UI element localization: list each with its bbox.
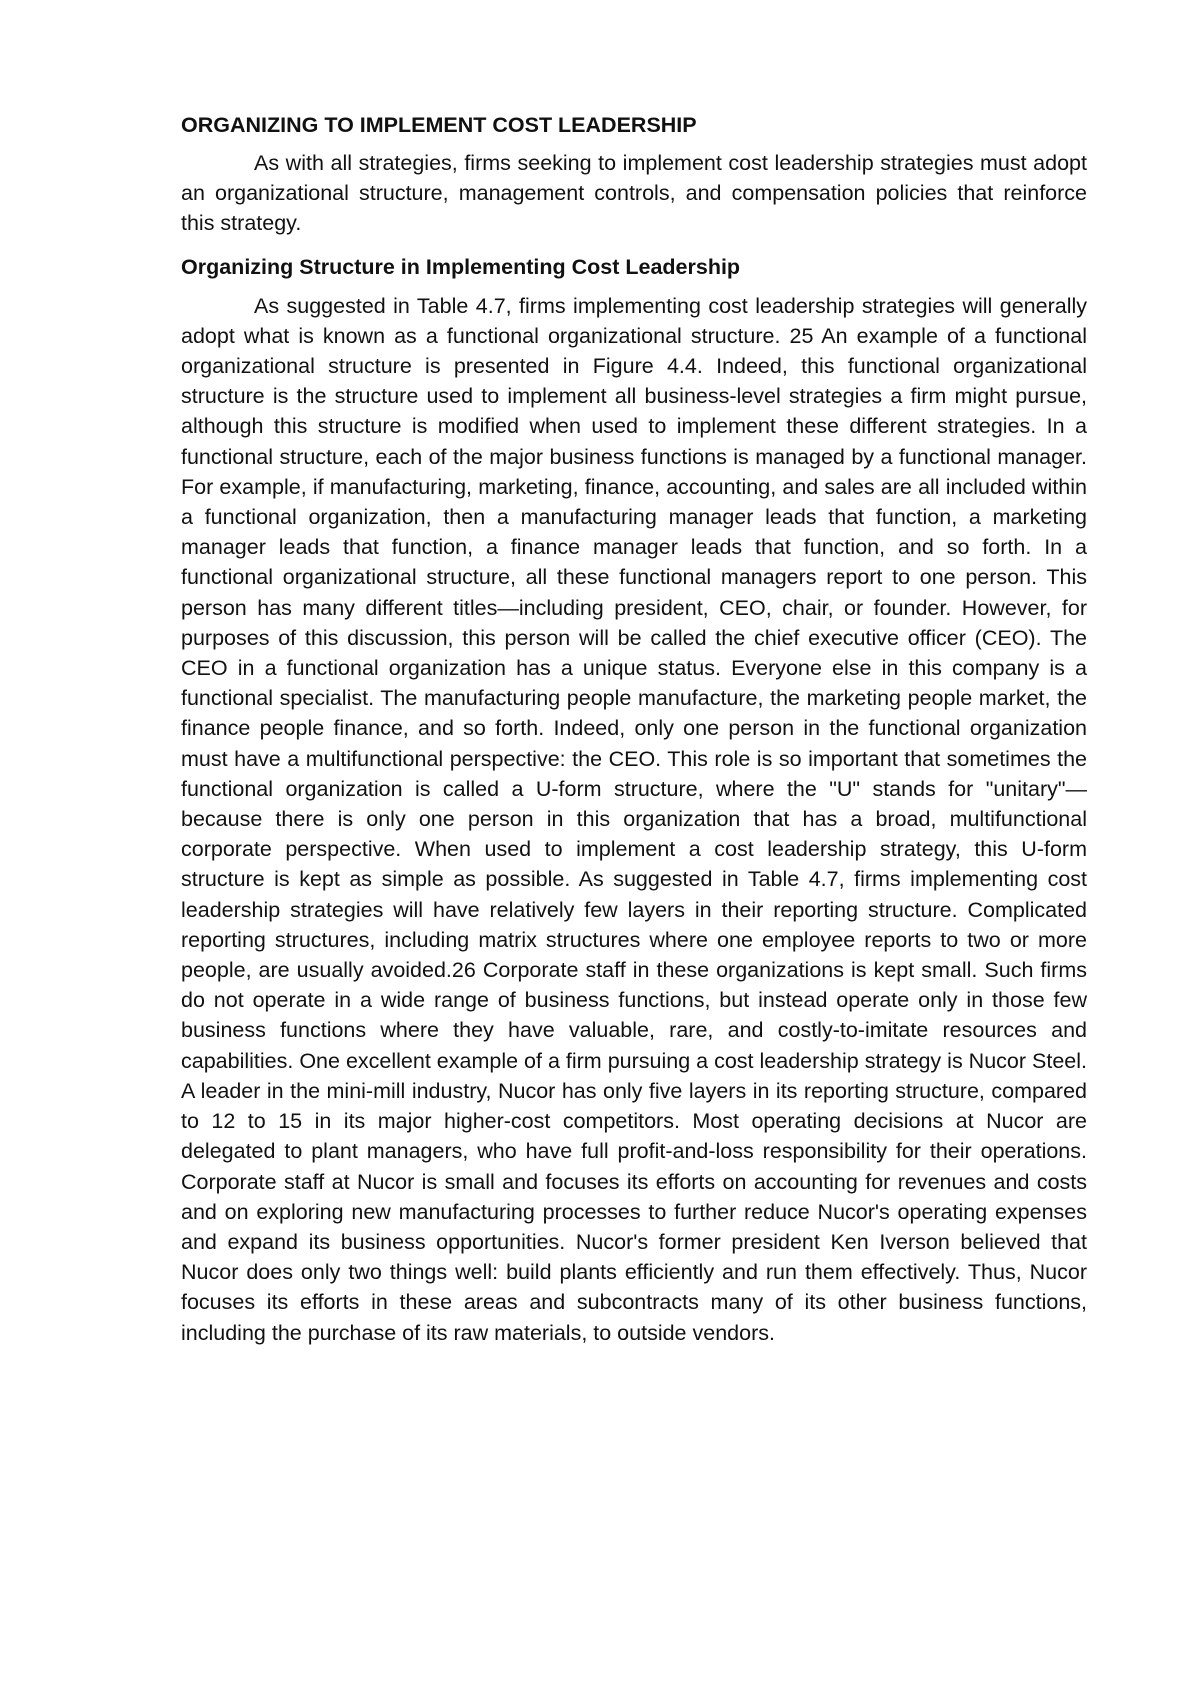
document-page [181,110,1087,1361]
body-paragraph: As suggested in Table 4.7, firms implementing cost leadership strategies will generally adopt what is known as a functional organizational structure. 25 An example of a functional organizational structure is presented in Figure 4.4. Indeed, this functional organizational structure is the structure used to implement all business-level strategies a firm might pursue, although this structure is modified when used to implement these different strategies. In a functional structure, each of the major business functions is managed by a functional manager. For example, if manufacturing, marketing, finance, accounting, and sales are all included within a functional organization, then a manufacturing manager leads that function, a marketing manager leads that function, a finance manager leads that function, and so forth. In a functional organizational structure, all these functional managers report to one person. This person has many different titles—including president, CEO, chair, or founder. However, for purposes of this discussion, this person will be called the chief executive officer (CEO). The CEO in a functional organization has a unique status. Everyone else in this company is a functional specialist. The manufacturing people manufacture, the marketing people market, the finance people finance, and so forth. Indeed, only one person in the functional organization must have a multifunctional perspective: the CEO. This role is so important that sometimes the functional organization is called a U-form structure, where the "U" stands for "unitary"—because there is only one person in this organization that has a broad, multifunctional corporate perspective. When used to implement a cost leadership strategy, this U-form structure is kept as simple as possible. As suggested in Table 4.7, firms implementing cost leadership strategies will have relatively few layers in their reporting structure. Complicated reporting structures, including matrix structures where one employee reports to two or more people, are usually avoided.26 Corporate staff in these organizations is kept small. Such firms do not operate in a wide range of business functions, but instead operate only in those few business functions where they have valuable, rare, and costly-to-imitate resources and capabilities. One excellent example of a firm pursuing a cost leadership strategy is Nucor Steel. A leader in the mini-mill industry, Nucor has only five layers in its reporting structure, compared to 12 to 15 in its major higher-cost competitors. Most operating decisions at Nucor are delegated to plant managers, who have full profit-and-loss responsibility for their operations. Corporate staff at Nucor is small and focuses its efforts on accounting for revenues and costs and on exploring new manufacturing processes to further reduce Nucor's operating expenses and expand its business opportunities. Nucor's former president Ken Iverson believed that Nucor does only two things well: build plants efficiently and run them effectively. Thus, Nucor focuses its efforts in these areas and subcontracts many of its other business functions, including the purchase of its raw materials, to outside vendors. [181,293,1087,1345]
intro-paragraph: As with all strategies, firms seeking to implement cost leadership strategies must adopt an organizational structure, management controls, and compensation policies that reinforce this strategy. [181,151,1087,236]
section-heading: Organizing Structure in Implementing Cost Leadership [181,254,741,279]
document-title: ORGANIZING TO IMPLEMENT COST LEADERSHIP [181,113,697,137]
